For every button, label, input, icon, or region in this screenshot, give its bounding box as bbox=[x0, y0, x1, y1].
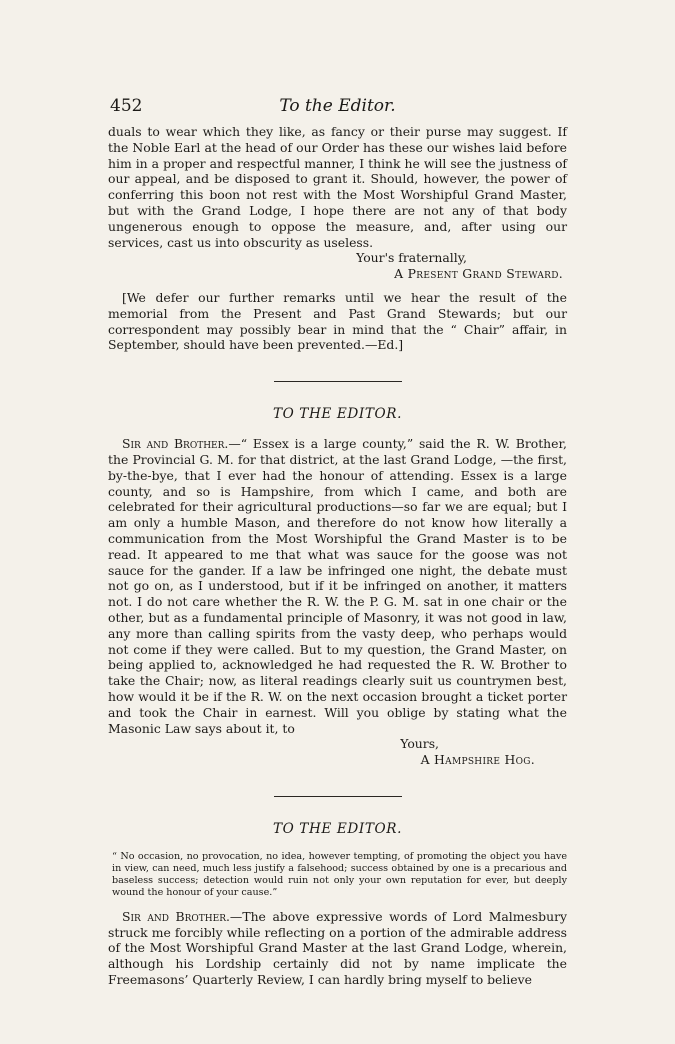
section-heading: TO THE EDITOR. bbox=[272, 820, 403, 837]
letter-body bbox=[108, 909, 567, 988]
letter-closing: Your's fraternally, bbox=[356, 250, 467, 266]
letter-body: duals to wear which they like, as fancy or their purse may suggest. If the Noble Earl at the head of our Order has these our wishes laid before him in a proper and respectful manner, I think he will see the justness of our appeal, and be disposed to grant it. Should, however, the power of conferring this boon not rest with the Most Worshipful Grand Master, but with the Grand Lodge, I hope there are not any of that body ungenerous enough to oppose the measure, and, after using our services, cast us into obscurity as useless. bbox=[108, 124, 567, 250]
section-divider bbox=[274, 796, 402, 797]
section-heading: TO THE EDITOR. bbox=[272, 406, 403, 423]
letter-signature: A Hampshire Hog. bbox=[420, 752, 535, 768]
letter-body bbox=[108, 436, 567, 736]
letter-signature: A Present Grand Steward. bbox=[394, 266, 563, 282]
letter-hampshire-hog bbox=[108, 406, 567, 768]
letter-closing: Yours, bbox=[400, 736, 439, 752]
letter-present-grand-steward bbox=[108, 124, 567, 282]
section-divider bbox=[274, 381, 402, 382]
letter-body-text: —“ Essex is a large county,” said the R. W. Brother, the Provincial G. M. for that district, at the last Grand Lodge, —the first, by-the-bye, that I ever had the honour of attending. Essex is a large county, and so is Hampshire, from which I came, and both are celebrated for their agricultural productions—so far we are equal; but I am only a humble Mason, and therefore do not know how literally a communication from the Most Worshipful the Grand Master is to be read. It appeared to me that what was sauce for the goose was not sauce for the gander. If a law be infringed one night, the debate must not go on, as I understood, but if it be infringed on another, it matters not. I do not care whether the R. W. the P. G. M. sat in one chair or the other, but as a fundamental principle of Masonry, it was not good in law, any more than calling spirits from the vasty deep, who perhaps would not come if they were called. But to my question, the Grand Master, on being applied to, acknowledged he had requested the R. W. Brother to take the Chair; now, as literal readings clearly suit us countrymen best, how would it be if the R. W. on the next occasion brought a ticket porter and took the Chair in earnest. Will you oblige by stating what the Masonic Law says about it, to bbox=[108, 436, 567, 736]
page-number: 452 bbox=[110, 96, 143, 116]
epigraph-quote: “ No occasion, no provocation, no idea, however tempting, of promoting the object you have in view, can need, much less justify a falsehood; success obtained by one is a precarious and baseless success; detection would ruin not only your own reputation for ever, but deeply wound the honour of your cause.” bbox=[112, 850, 567, 898]
running-head bbox=[108, 96, 567, 124]
letter-malmesbury bbox=[108, 821, 567, 988]
salutation: Sir and Brother. bbox=[122, 908, 230, 924]
salutation: Sir and Brother. bbox=[122, 436, 229, 452]
editor-note: [We defer our further remarks until we hear the result of the memorial from the Present and Past Grand Stewards; but our correspondent may possibly bear in mind that the “ Chair” affair, in September, should have been prevented.—Ed.] bbox=[108, 289, 567, 353]
letter-body-text: —The above expressive words of Lord Malmesbury struck me forcibly while reflecting on a portion of the admirable address of the Most Worshipful Grand Master at the last Grand Lodge, wherein, although his Lordship certainly did not by name implicate the Freemasons’ Quarterly Review, I can hardly bring myself to believe bbox=[108, 908, 568, 988]
running-title: To the Editor. bbox=[279, 96, 396, 116]
